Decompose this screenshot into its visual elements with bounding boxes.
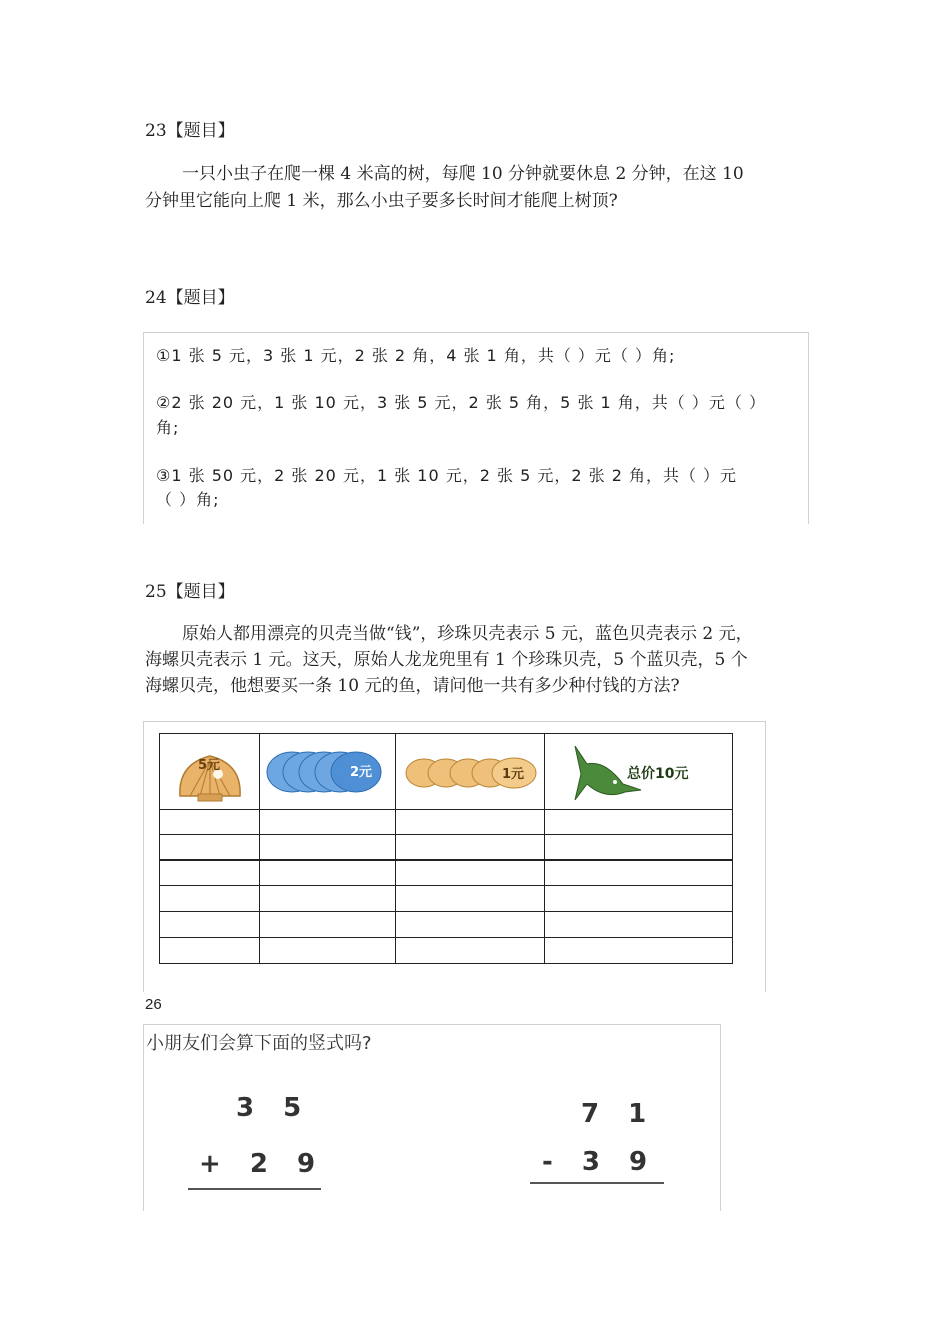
q26-prompt: 小朋友们会算下面的竖式吗?	[146, 1033, 372, 1054]
q24-heading: 24【题目】	[145, 288, 235, 308]
q25-text-line2: 海螺贝壳表示 1 元。这天，原始人龙龙兜里有 1 个珍珠贝壳，5 个蓝贝壳，5 个	[145, 650, 748, 670]
subtraction-underline	[530, 1182, 664, 1184]
addition-bottom-number: + 2 9	[199, 1149, 326, 1179]
q23-heading: 23【题目】	[145, 121, 235, 141]
table-row	[160, 860, 733, 886]
q23-text-line2: 分钟里它能向上爬 1 米，那么小虫子要多长时间才能爬上树顶?	[145, 191, 618, 211]
conch-shell-label: 1元	[502, 767, 525, 782]
q24-box	[143, 332, 809, 524]
table-row	[160, 810, 733, 835]
blue-shells-icon	[260, 734, 395, 809]
q23-text-line1: 一只小虫子在爬一棵 4 米高的树，每爬 10 分钟就要休息 2 分钟，在这 10	[182, 164, 744, 184]
table-row	[160, 886, 733, 912]
q24-item3-line1: ③1 张 50 元，2 张 20 元，1 张 10 元，2 张 5 元，2 张 2 角，共（ ）元	[156, 466, 738, 485]
q24-item3-line2: （ ）角;	[156, 490, 220, 509]
q25-text-line3: 海螺贝壳，他想要买一条 10 元的鱼，请问他一共有多少种付钱的方法?	[145, 676, 680, 696]
q26-box	[143, 1024, 721, 1211]
q24-item1: ①1 张 5 元，3 张 1 元，2 张 2 角，4 张 1 角，共（ ）元（ ）角;	[156, 346, 676, 365]
q25-heading: 25【题目】	[145, 582, 235, 602]
q24-item2-line2: 角;	[156, 418, 180, 437]
pearl-shell-cell	[160, 734, 260, 810]
q26-heading: 26	[145, 996, 162, 1013]
table-header-row	[160, 734, 733, 810]
addition-top-number: 3 5	[236, 1093, 312, 1123]
blue-shell-label: 2元	[350, 765, 373, 780]
table-row	[160, 938, 733, 964]
subtraction-bottom-number: - 3 9	[542, 1147, 658, 1177]
fish-cell	[545, 734, 733, 810]
subtraction-top-number: 7 1	[581, 1099, 657, 1129]
blue-shell-cell	[260, 734, 396, 810]
table-row	[160, 835, 733, 860]
q25-payment-table	[159, 733, 733, 964]
pearl-shell-label: 5元	[198, 758, 221, 773]
fish-price-label: 总价10元	[627, 766, 689, 782]
conch-shell-cell	[396, 734, 545, 810]
q25-text-line1: 原始人都用漂亮的贝壳当做“钱”，珍珠贝壳表示 5 元，蓝色贝壳表示 2 元，	[182, 624, 753, 644]
q24-item2-line1: ②2 张 20 元，1 张 10 元，3 张 5 元，2 张 5 角，5 张 1 角，共（ ）元（ ）	[156, 393, 766, 412]
table-row	[160, 912, 733, 938]
addition-underline	[188, 1188, 321, 1190]
